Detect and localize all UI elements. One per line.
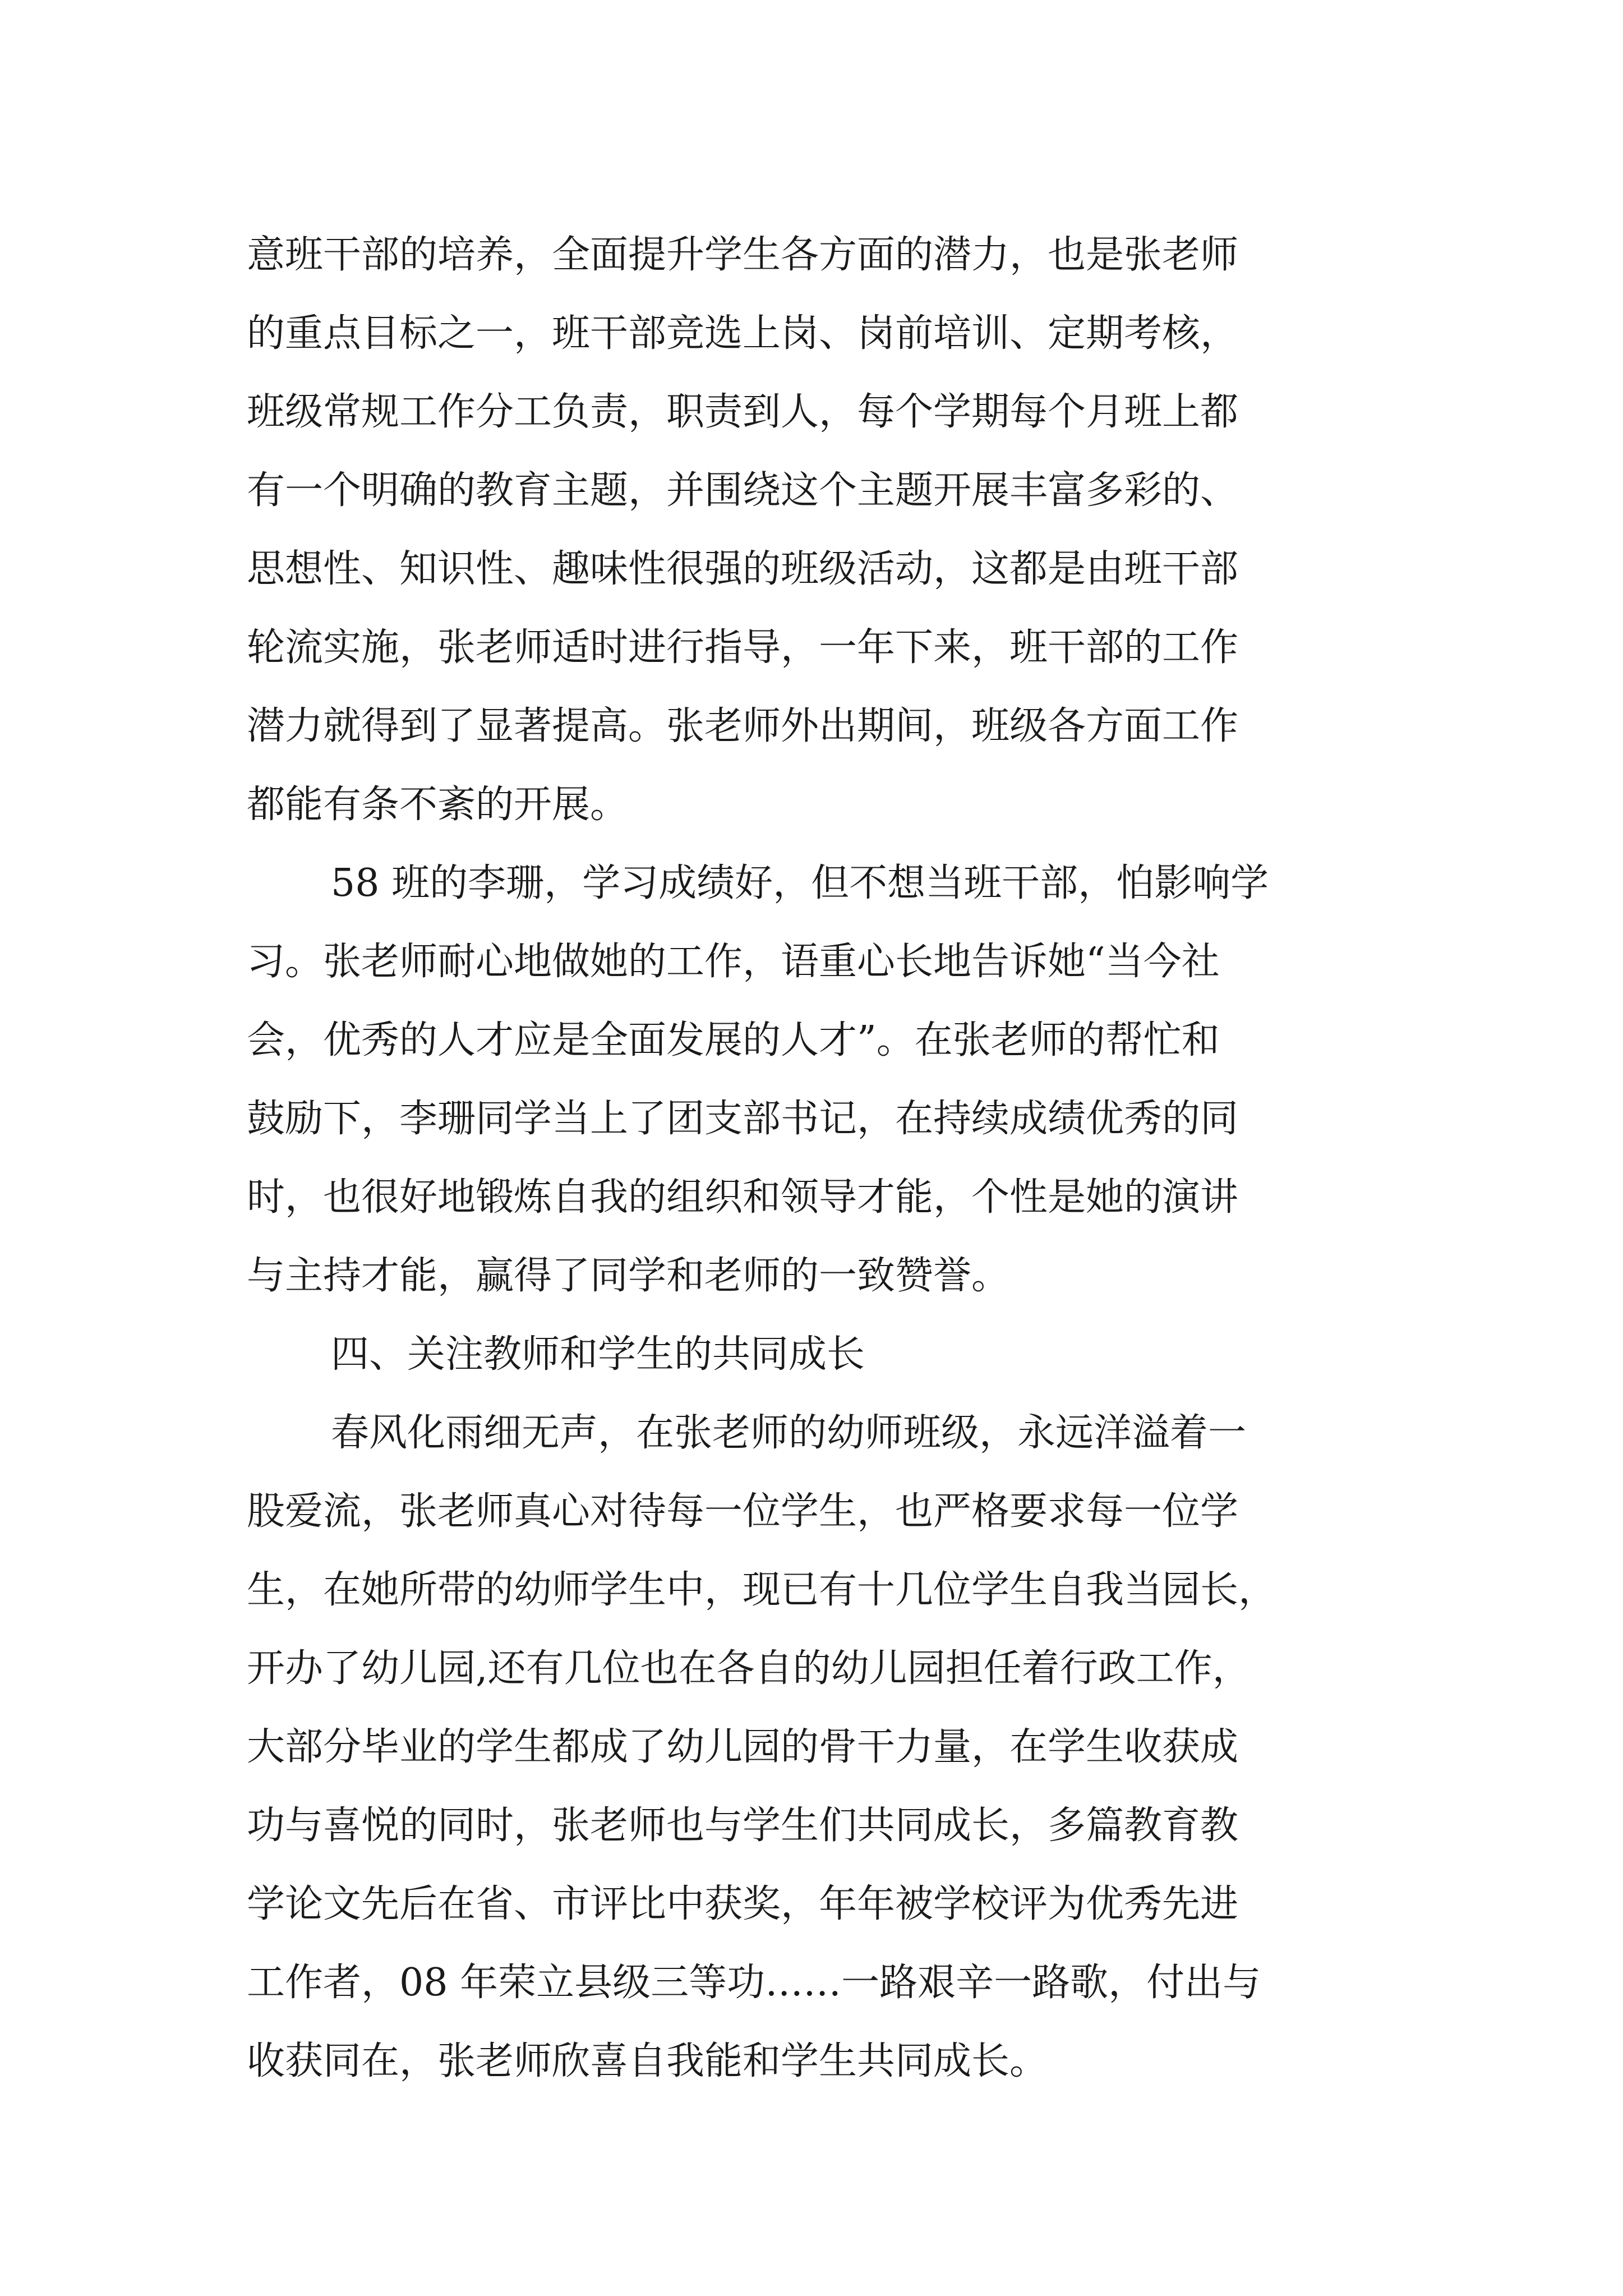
text-line: 时，也很好地锻炼自我的组织和领导才能，个性是她的演讲	[247, 1175, 1239, 1220]
text-line: 工作者，08 年荣立县级三等功……一路艰辛一路歌，付出与	[247, 1961, 1261, 2005]
text-line: 的重点目标之一，班干部竞选上岗、岗前培训、定期考核，	[247, 311, 1239, 356]
text-line: 习。张老师耐心地做她的工作，语重心长地告诉她“当今社	[247, 940, 1220, 984]
text-line: 轮流实施，张老师适时进行指导，一年下来，班干部的工作	[247, 625, 1239, 670]
text-line: 潜力就得到了显著提高。张老师外出期间，班级各方面工作	[247, 704, 1239, 748]
text-line: 功与喜悦的同时，张老师也与学生们共同成长，多篇教育教	[247, 1803, 1239, 1848]
text-line: 鼓励下，李珊同学当上了团支部书记，在持续成绩优秀的同	[247, 1097, 1239, 1141]
paragraph-start-line: 58 班的李珊，学习成绩好，但不想当班干部，怕影响学	[331, 861, 1269, 905]
text-line: 学论文先后在省、市评比中获奖，年年被学校评为优秀先进	[247, 1882, 1239, 1926]
text-line: 收获同在，张老师欣喜自我能和学生共同成长。	[247, 2039, 1048, 2083]
text-line: 有一个明确的教育主题，并围绕这个主题开展丰富多彩的、	[247, 468, 1239, 513]
text-line: 都能有条不紊的开展。	[247, 783, 629, 827]
section-heading: 四、关注教师和学生的共同成长	[331, 1332, 865, 1377]
paragraph-start-line: 春风化雨细无声，在张老师的幼师班级，永远洋溢着一	[331, 1411, 1247, 1455]
text-line: 生，在她所带的幼师学生中，现已有十几位学生自我当园长，	[247, 1568, 1277, 1612]
text-line: 开办了幼儿园,还有几位也在各自的幼儿园担任着行政工作，	[247, 1646, 1251, 1691]
text-line: 会，优秀的人才应是全面发展的人才”。在张老师的帮忙和	[247, 1018, 1220, 1062]
text-line: 大部分毕业的学生都成了幼儿园的骨干力量，在学生收获成	[247, 1725, 1239, 1769]
text-line: 班级常规工作分工负责，职责到人，每个学期每个月班上都	[247, 390, 1239, 434]
text-line: 意班干部的培养，全面提升学生各方面的潜力，也是张老师	[247, 233, 1239, 277]
text-line: 与主持才能，赢得了同学和老师的一致赞誉。	[247, 1254, 1010, 1298]
text-line: 思想性、知识性、趣味性很强的班级活动，这都是由班干部	[247, 547, 1239, 591]
text-line: 股爱流，张老师真心对待每一位学生，也严格要求每一位学	[247, 1489, 1239, 1534]
body-text	[247, 216, 1391, 2101]
